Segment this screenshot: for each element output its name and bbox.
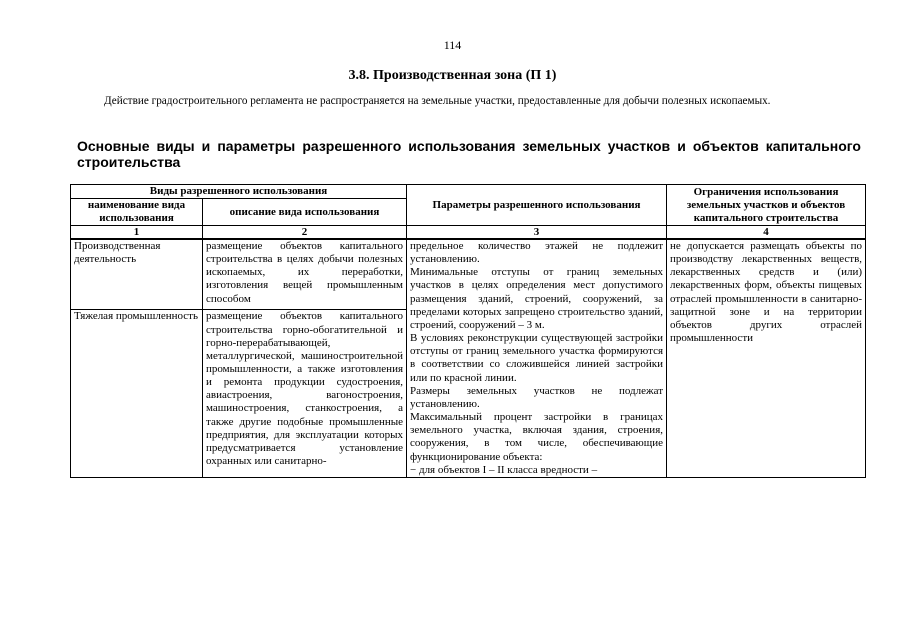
restrictions-cell: не допускается размещать объекты по производству лекарственных веществ, лекарственных средств и (или) лекарственных форм, объекты пищевых отраслей промышленности в санитарно-защитной зоне и на территории объектов других отраслей промышленности [667,239,866,477]
parameter-paragraph: Минимальные отступы от границ земельных участков в целях определения мест допустимого размещения зданий, строений, сооружений, за пределами которых запрещено строительство зданий, строений, сооружений – 3 м. [410,266,664,331]
regulation-table [70,184,866,478]
header-usage-types: Виды разрешенного использования [71,185,407,199]
header-parameters: Параметры разрешенного использования [407,185,667,226]
header-usage-description: описание вида использования [203,199,407,226]
parameters-cell [407,239,667,477]
intro-paragraph: Действие градостроительного регламента не распространяется на земельные участки, предоставленные для добычи полезных ископаемых. [104,95,771,107]
usage-name-cell: Производственная деятельность [71,239,203,310]
parameter-paragraph: − для объектов I – II класса вредности – [410,463,598,476]
usage-description-cell: размещение объектов капитального строительства в целях добычи полезных ископаемых, их переработки, изготовления вещей промышленным способом [203,239,407,310]
header-restrictions: Ограничения использования земельных участков и объектов капитального строительства [667,185,866,226]
column-number: 4 [667,226,866,240]
table-row [71,239,866,310]
column-number: 1 [71,226,203,240]
parameter-paragraph: В условиях реконструкции существующей застройки отступы от границ земельного участка формируются в соответствии со сложившейся линией застройки или по красной линии. [410,332,664,384]
usage-description-cell: размещение объектов капитального строительства горно-обогатительной и горно-перерабатывающей, металлургической, машиностроительной промышленности, а также изготовления и ремонта продукции судостроения, авиастроения, вагоностроения, машиностроения, станкостроения, а также другие подобные промышленные предприятия, для эксплуатации которых предусматривается установление охранных или санитарно- [203,310,407,477]
column-number: 3 [407,226,667,240]
section-title: 3.8. Производственная зона (П 1) [348,68,557,83]
header-usage-name: наименование вида использования [71,199,203,226]
column-number: 2 [203,226,407,240]
parameter-paragraph: Размеры земельных участков не подлежат установлению. [410,384,664,410]
table-heading: Основные виды и параметры разрешенного использования земельных участков и объектов капитального строительства [77,138,861,170]
parameter-paragraph: Максимальный процент застройки в границах земельного участка, включая здания, строения, сооружения, в том числе, обеспечивающие функционирование объекта: [410,411,664,463]
page-number: 114 [443,38,462,52]
column-numbers-row [71,226,866,240]
usage-name-cell: Тяжелая промышленность [71,310,203,477]
parameter-paragraph: предельное количество этажей не подлежит установлению. [410,240,664,266]
